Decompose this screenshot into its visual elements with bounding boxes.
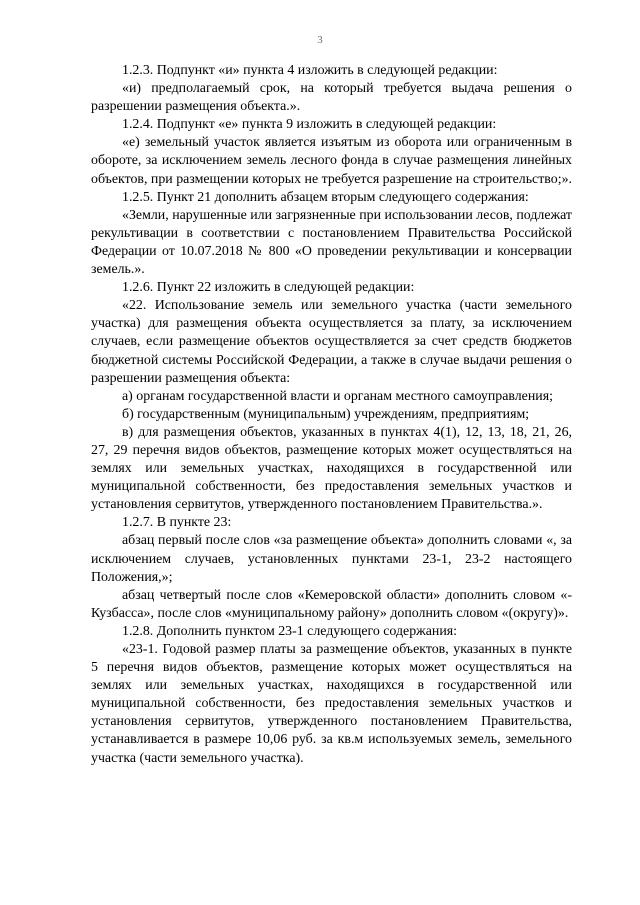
page-number: 3	[317, 34, 323, 46]
paragraph-1-2-7: 1.2.7. В пункте 23:	[122, 515, 232, 531]
paragraph-item-22: «22. Использование земель или земельного участка (части земельного участка) для размещения объекта осуществляется за плату, за исключением случаев, если размещение объектов осуществляется за счет средств бюджетов бюджетной системы Российской Федерации, а также в случае выдачи решения о разрешении размещения объекта:	[91, 298, 572, 386]
paragraph-1-2-4: 1.2.4. Подпункт «е» пункта 9 изложить в следующей редакции:	[122, 117, 497, 133]
paragraph-item-22-v: в) для размещения объектов, указанных в пунктах 4(1), 12, 13, 18, 21, 26, 27, 29 перечня видов объектов, размещение которых может осуществляться на землях или земельных участках, находящихся в государственной или муниципальной собственности, без предоставления земельных участков и установления сервитутов, утвержденного постановлением Правительства.».	[91, 424, 572, 513]
paragraph-1-2-5: 1.2.5. Пункт 21 дополнить абзацем вторым следующего содержания:	[122, 189, 529, 205]
paragraph-subitem-e: «е) земельный участок является изъятым из оборота или ограниченным в обороте, за исключением земель лесного фонда в случае размещения линейных объектов, при размещении которых не требуется разрешение на строительство;».	[91, 135, 572, 187]
paragraph-1-2-3: 1.2.3. Подпункт «и» пункта 4 изложить в следующей редакции:	[122, 63, 498, 78]
paragraph-subitem-i: «и) предполагаемый срок, на который требуется выдача решения о разрешении размещения объекта.».	[91, 81, 572, 115]
paragraph-abzac-fourth: абзац четвертый после слов «Кемеровской области» дополнить словом «- Кузбасса», после слов «муниципальному району» дополнить словом «(округу)».	[91, 587, 572, 621]
document-body	[91, 62, 572, 768]
paragraph-recultivation: «Земли, нарушенные или загрязненные при использовании лесов, подлежат рекультивации в соответствии с постановлением Правительства Российской Федерации от 10.07.2018 № 800 «О проведении рекультивации и консервации земель.».	[91, 207, 572, 278]
paragraph-item-23-1: «23-1. Годовой размер платы за размещение объектов, указанных в пункте 5 перечня видов объектов, размещение которых может осуществляться на землях или земельных участках, находящихся в государственной или муниципальной собственности, без предоставления земельных участков и установления сервитутов, утвержденного постановлением Правительства, устанавливается в размере 10,06 руб. за кв.м используемых земель, земельного участка (части земельного участка).	[91, 642, 572, 766]
paragraph-1-2-6: 1.2.6. Пункт 22 изложить в следующей редакции:	[122, 280, 415, 296]
paragraph-item-22-b: б) государственным (муниципальным) учреждениям, предприятиям;	[122, 406, 530, 422]
paragraph-abzac-first: абзац первый после слов «за размещение объекта» дополнить словами «, за исключением случаев, установленных пунктами 23-1, 23-2 настоящего Положения,»;	[91, 533, 572, 585]
paragraph-1-2-8: 1.2.8. Дополнить пунктом 23-1 следующего содержания:	[122, 623, 458, 639]
paragraph-item-22-a: а) органам государственной власти и органам местного самоуправления;	[122, 388, 553, 404]
